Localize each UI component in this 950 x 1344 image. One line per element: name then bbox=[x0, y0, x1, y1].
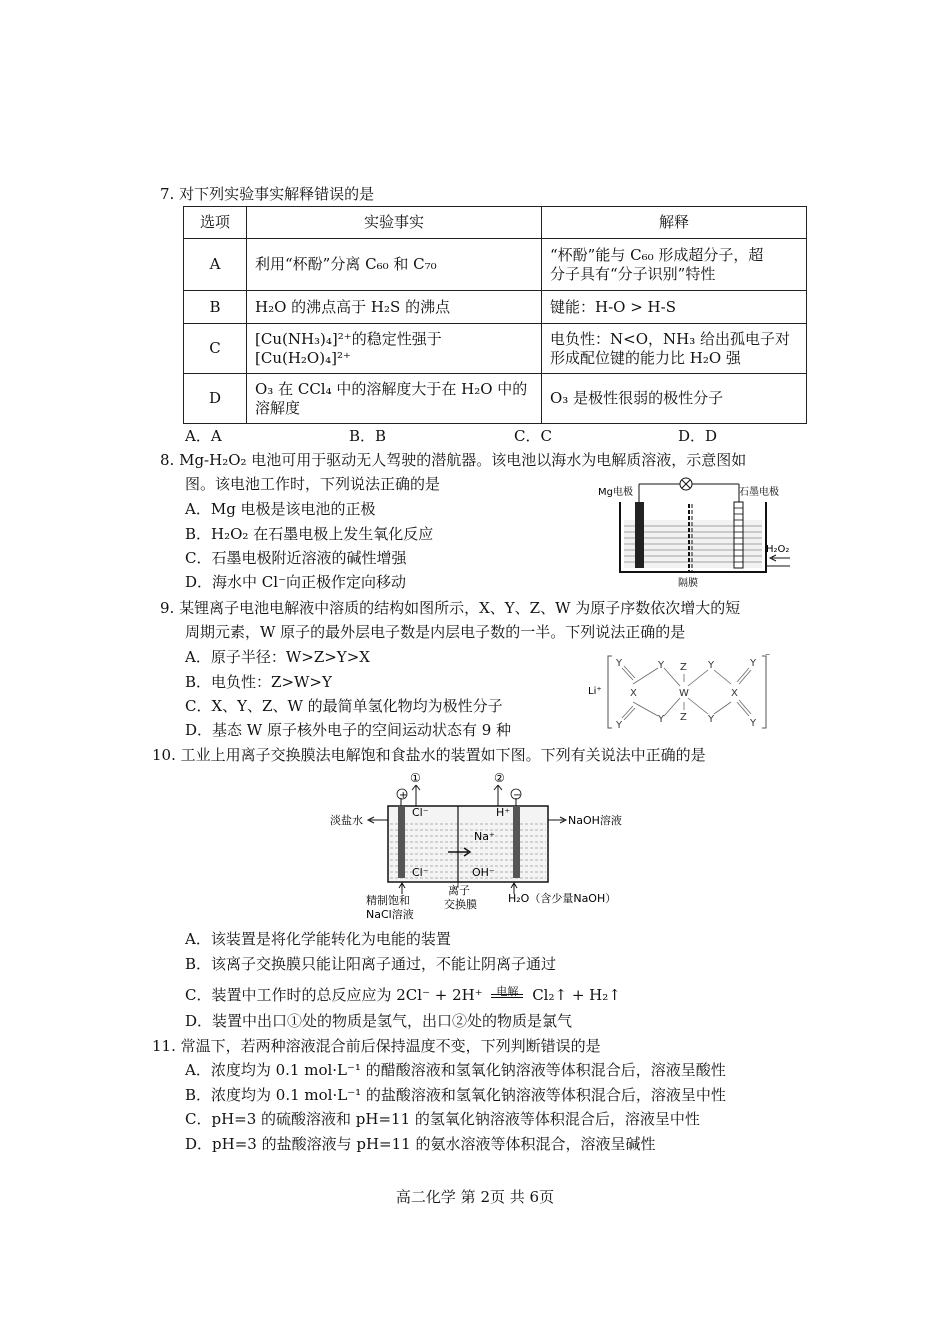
mg-electrode bbox=[635, 502, 644, 568]
q7-row-b-explanation: 键能：H-O > H-S bbox=[542, 291, 807, 324]
q11-stem: 11. 常温下，若两种溶液混合前后保持温度不变，下列判断错误的是 bbox=[152, 1037, 601, 1055]
q9-atom-z1: Z bbox=[680, 662, 687, 673]
q7-row-d-fact-line1: O₃ 在 CCl₄ 中的溶解度大于在 H₂O 中的 bbox=[255, 379, 528, 398]
q10-electrolysis-diagram bbox=[328, 768, 628, 926]
q9-atom-y4: Y bbox=[616, 720, 623, 731]
q9-option-a: A．原子半径：W>Z>Y>X bbox=[185, 648, 370, 666]
q11-option-d: D．pH=3 的盐酸溶液与 pH=11 的氨水溶液等体积混合，溶液呈碱性 bbox=[185, 1135, 656, 1153]
q7-header-option: 选项 bbox=[184, 207, 247, 239]
q10-naoh-label: NaOH溶液 bbox=[568, 814, 622, 827]
q7-table bbox=[183, 206, 807, 424]
q7-row-b-fact: H₂O 的沸点高于 H₂S 的沸点 bbox=[247, 291, 542, 324]
q10-option-c-reactants: C．装置中工作时的总反应应为 2Cl⁻ + 2H⁺ bbox=[185, 986, 483, 1004]
q8-h2o2-label: H₂O₂ bbox=[766, 544, 790, 555]
h2o2-inlet-arrow-icon bbox=[770, 555, 790, 561]
q7-header-fact: 实验事实 bbox=[247, 207, 542, 239]
q10-oh-label: OH⁻ bbox=[472, 866, 495, 879]
q7-row-b-option: B bbox=[184, 291, 247, 324]
q7-row-d-option: D bbox=[184, 374, 247, 424]
q10-option-d: D．装置中出口①处的物质是氢气，出口②处的物质是氯气 bbox=[185, 1012, 573, 1030]
q10-na-label: Na⁺ bbox=[474, 830, 495, 843]
q10-option-c-products: Cl₂↑ + H₂↑ bbox=[532, 986, 621, 1004]
q7-row-c-exp-line2: 形成配位键的能力比 H₂O 强 bbox=[550, 348, 741, 367]
q8-mg-label: Mg电极 bbox=[598, 487, 633, 498]
q7-row-c-option: C bbox=[184, 324, 247, 374]
q11-option-a: A．浓度均为 0.1 mol·L⁻¹ 的醋酸溶液和氢氧化钠溶液等体积混合后，溶液呈酸性 bbox=[185, 1061, 726, 1079]
q9-atom-x1: X bbox=[630, 688, 637, 699]
q10-option-c bbox=[185, 985, 621, 1005]
q8-option-d: D．海水中 Cl⁻向正极作定向移动 bbox=[185, 573, 406, 591]
q11-option-c: C．pH=3 的硫酸溶液和 pH=11 的氢氧化钠溶液等体积混合后，溶液呈中性 bbox=[185, 1110, 700, 1128]
q10-inlet-label-line2: NaCl溶液 bbox=[366, 908, 414, 921]
q10-membrane-label-line2: 交换膜 bbox=[444, 898, 477, 911]
q7-row-a-fact: 利用“杯酚”分离 C₆₀ 和 C₇₀ bbox=[247, 239, 542, 291]
cathode bbox=[513, 806, 520, 878]
q9-structure-diagram bbox=[584, 650, 774, 732]
q10-cl-bottom-label: Cl⁻ bbox=[412, 866, 429, 879]
q7-row-d-fact-line2: 溶解度 bbox=[255, 398, 301, 417]
q9-stem-line1: 9. 某锂离子电池电解液中溶质的结构如图所示，X、Y、Z、W 为原子序数依次增大的短 bbox=[160, 599, 741, 617]
q10-anode-sign: + bbox=[399, 790, 408, 801]
q7-row-d-explanation: O₃ 是极性很弱的极性分子 bbox=[542, 374, 807, 424]
q8-option-c: C．石墨电极附近溶液的碱性增强 bbox=[185, 549, 407, 567]
q9-atom-y3: Y bbox=[658, 714, 665, 725]
naoh-outlet-arrow-icon bbox=[548, 817, 566, 823]
q9-atom-z2: Z bbox=[680, 712, 687, 723]
q11-option-b: B．浓度均为 0.1 mol·L⁻¹ 的盐酸溶液和氢氧化钠溶液等体积混合后，溶液呈中性 bbox=[185, 1086, 726, 1104]
q8-stem-line2: 图。该电池工作时，下列说法正确的是 bbox=[185, 475, 441, 493]
page-footer: 高二化学 第 2页 共 6页 bbox=[395, 1188, 555, 1206]
q9-atom-y2: Y bbox=[658, 660, 665, 671]
q7-row-d-fact bbox=[247, 374, 542, 424]
dilute-brine-outlet-arrow-icon bbox=[368, 817, 388, 823]
q10-cathode-sign: − bbox=[513, 790, 522, 801]
q10-cl-top-label: Cl⁻ bbox=[412, 806, 429, 819]
q8-option-a: A．Mg 电极是该电池的正极 bbox=[185, 500, 376, 518]
q10-membrane-label-line1: 离子 bbox=[448, 884, 470, 897]
q7-stem: 7. 对下列实验事实解释错误的是 bbox=[160, 185, 375, 203]
q10-option-c-condition: 电解 bbox=[496, 985, 519, 998]
q9-atom-y6: Y bbox=[708, 714, 715, 725]
q9-li-label: Li⁺ bbox=[588, 686, 602, 697]
q7-row-a-explanation bbox=[542, 239, 807, 291]
q8-stem-line1: 8. Mg-H₂O₂ 电池可用于驱动无人驾驶的潜航器。该电池以海水为电解质溶液，示意图如 bbox=[160, 451, 747, 469]
q7-row-c-fact: [Cu(NH₃)₄]²⁺的稳定性强于[Cu(H₂O)₄]²⁺ bbox=[247, 324, 542, 374]
q10-outlet1-label: ① bbox=[410, 771, 421, 785]
q7-row-c-explanation bbox=[542, 324, 807, 374]
q9-option-d: D．基态 W 原子核外电子的空间运动状态有 9 种 bbox=[185, 721, 512, 739]
q7-choice-c: C．C bbox=[514, 427, 552, 445]
q10-outlet2-label: ② bbox=[494, 771, 505, 785]
q7-header-explanation: 解释 bbox=[542, 207, 807, 239]
q9-atom-y1: Y bbox=[616, 658, 623, 669]
q7-choice-d: D．D bbox=[678, 427, 718, 445]
q9-atom-y5: Y bbox=[708, 660, 715, 671]
q9-atom-x2: X bbox=[731, 688, 738, 699]
q9-atom-w: W bbox=[679, 688, 689, 699]
q8-membrane-label: 隔膜 bbox=[678, 578, 698, 589]
q10-inlet-label-line1: 精制饱和 bbox=[366, 894, 410, 907]
q10-option-c-arrow bbox=[487, 985, 527, 998]
q7-choice-a: A．A bbox=[185, 427, 222, 445]
q7-row-c-exp-line1: 电负性：N<O，NH₃ 给出孤电子对 bbox=[550, 329, 790, 348]
anode bbox=[398, 806, 405, 878]
q7-choice-b: B．B bbox=[349, 427, 387, 445]
q10-option-b: B．该离子交换膜只能让阳离子通过，不能让阴离子通过 bbox=[185, 955, 557, 973]
q10-water-label: H₂O（含少量NaOH） bbox=[508, 892, 617, 905]
q8-battery-diagram bbox=[594, 474, 794, 590]
q7-row-a-exp-line1: “杯酚”能与 C₆₀ 形成超分子，超 bbox=[550, 245, 764, 264]
q9-option-c: C．X、Y、Z、W 的最简单氢化物均为极性分子 bbox=[185, 697, 503, 715]
q10-option-a: A．该装置是将化学能转化为电能的装置 bbox=[185, 930, 451, 948]
q9-charge-label: ⁻ bbox=[765, 652, 771, 663]
q8-option-b: B．H₂O₂ 在石墨电极上发生氧化反应 bbox=[185, 525, 434, 543]
q7-row-a-exp-line2: 分子具有“分子识别”特性 bbox=[550, 264, 716, 283]
q8-graphite-label: 石墨电极 bbox=[739, 487, 779, 498]
brine-inlet-arrow-icon bbox=[399, 883, 405, 894]
q9-option-b: B．电负性：Z>W>Y bbox=[185, 673, 332, 691]
graphite-electrode bbox=[734, 502, 743, 568]
q9-atom-y7: Y bbox=[750, 658, 757, 669]
q9-atom-y8: Y bbox=[750, 718, 757, 729]
q7-row-a-option: A bbox=[184, 239, 247, 291]
q10-h-top-label: H⁺ bbox=[496, 806, 511, 819]
q10-dilute-brine-label: 淡盐水 bbox=[330, 814, 363, 827]
q9-stem-line2: 周期元素，W 原子的最外层电子数是内层电子数的一半。下列说法正确的是 bbox=[185, 623, 686, 641]
q10-stem: 10. 工业上用离子交换膜法电解饱和食盐水的装置如下图。下列有关说法中正确的是 bbox=[152, 746, 706, 764]
